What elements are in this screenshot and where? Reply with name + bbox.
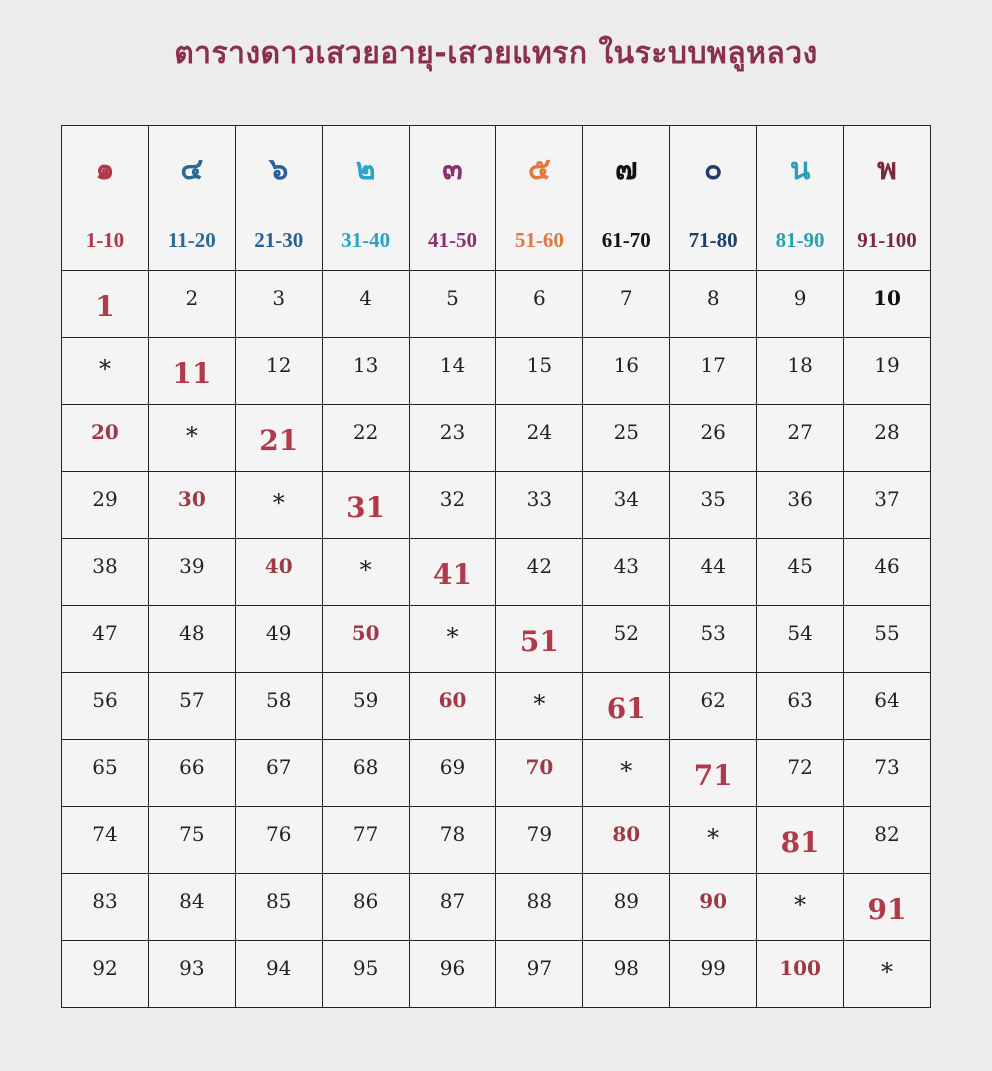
asterisk-mark: *: [446, 623, 459, 651]
table-cell: [670, 405, 757, 472]
cell-number: 80: [612, 822, 641, 846]
table-cell: [844, 740, 931, 807]
table-cell: [757, 338, 844, 405]
cell-number: 86: [352, 889, 379, 913]
asterisk-mark: *: [707, 824, 720, 852]
table-cell: [496, 271, 583, 338]
column-header: [496, 126, 583, 271]
cell-number: 81: [780, 825, 820, 859]
table-row: [62, 807, 931, 874]
table-cell: [757, 941, 844, 1008]
column-range: 21-30: [254, 228, 304, 252]
table-cell: [583, 338, 670, 405]
column-symbol: ๔: [180, 152, 204, 187]
cell-number: 16: [613, 353, 640, 377]
asterisk-mark: *: [533, 690, 546, 718]
asterisk-mark: *: [794, 891, 807, 919]
table-row: [62, 338, 931, 405]
table-cell: [583, 472, 670, 539]
column-header: [235, 126, 322, 271]
cell-number: 57: [179, 688, 205, 712]
table-cell: [235, 874, 322, 941]
cell-number: 24: [526, 420, 553, 444]
cell-number: 12: [266, 353, 292, 377]
cell-number: 55: [874, 621, 900, 645]
table-cell: [322, 405, 409, 472]
cell-number: 51: [519, 624, 559, 658]
cell-number: 22: [352, 420, 379, 444]
cell-number: 43: [613, 554, 640, 578]
table-row: [62, 271, 931, 338]
cell-number: 5: [446, 286, 459, 310]
table-cell: [670, 941, 757, 1008]
cell-number: 53: [700, 621, 726, 645]
table-cell: [148, 807, 235, 874]
column-symbol: ๐: [704, 152, 723, 187]
cell-number: 1: [95, 289, 115, 323]
cell-number: 41: [433, 557, 472, 591]
table-cell: [670, 874, 757, 941]
table-cell: [322, 338, 409, 405]
cell-number: 61: [606, 691, 646, 725]
cell-number: 26: [700, 420, 726, 444]
cell-number: 71: [693, 758, 733, 792]
table-cell: [583, 606, 670, 673]
table-cell: [62, 673, 149, 740]
table-cell: [757, 740, 844, 807]
table-cell: [322, 874, 409, 941]
cell-number: 88: [526, 889, 553, 913]
column-header: [583, 126, 670, 271]
table-cell: [322, 606, 409, 673]
column-range: 71-80: [688, 228, 738, 252]
table-cell: [62, 807, 149, 874]
table-cell: [670, 673, 757, 740]
cell-number: 87: [439, 889, 466, 913]
table-cell: [148, 606, 235, 673]
table-cell: [148, 271, 235, 338]
column-header: [670, 126, 757, 271]
cell-number: 28: [874, 420, 900, 444]
cell-number: 83: [92, 889, 118, 913]
table-cell: [409, 874, 496, 941]
table-cell: [322, 539, 409, 606]
cell-number: 84: [179, 889, 205, 913]
cell-number: 20: [91, 420, 119, 444]
column-range: 41-50: [428, 228, 477, 252]
cell-number: 82: [874, 822, 900, 846]
table-row: [62, 539, 931, 606]
table-cell: [409, 673, 496, 740]
table-cell: [409, 740, 496, 807]
cell-number: 15: [526, 353, 553, 377]
table-cell: [583, 740, 670, 807]
cell-number: 50: [351, 621, 380, 645]
cell-number: 9: [793, 286, 807, 310]
table-cell: [844, 941, 931, 1008]
cell-number: 19: [874, 353, 900, 377]
cell-number: 62: [700, 688, 726, 712]
cell-number: 54: [787, 621, 813, 645]
cell-number: 78: [439, 822, 466, 846]
column-header: [148, 126, 235, 271]
cell-number: 30: [177, 487, 206, 511]
cell-number: 98: [613, 956, 640, 980]
column-header: [757, 126, 844, 271]
cell-number: 36: [787, 487, 813, 511]
table-cell: [62, 606, 149, 673]
column-symbol: ๖: [269, 152, 289, 187]
table-row: [62, 673, 931, 740]
table-cell: [496, 807, 583, 874]
table-cell: [62, 941, 149, 1008]
cell-number: 40: [264, 554, 293, 578]
cell-number: 18: [787, 353, 813, 377]
table-cell: [322, 271, 409, 338]
cell-number: 29: [92, 487, 118, 511]
column-symbol: น: [789, 152, 811, 187]
table-cell: [148, 539, 235, 606]
cell-number: 59: [352, 688, 379, 712]
table-cell: [496, 472, 583, 539]
table-cell: [409, 405, 496, 472]
table-cell: [235, 941, 322, 1008]
cell-number: 4: [359, 286, 372, 310]
table-cell: [409, 338, 496, 405]
column-symbol: ๓: [442, 152, 463, 187]
table-cell: [409, 539, 496, 606]
cell-number: 45: [787, 554, 813, 578]
cell-number: 95: [352, 956, 379, 980]
table-cell: [235, 271, 322, 338]
cell-number: 73: [874, 755, 900, 779]
cell-number: 85: [266, 889, 292, 913]
column-symbol: พ: [877, 152, 897, 187]
column-header: [322, 126, 409, 271]
table-cell: [844, 539, 931, 606]
cell-number: 66: [179, 755, 205, 779]
cell-number: 48: [179, 621, 205, 645]
table-cell: [757, 539, 844, 606]
table-cell: [322, 740, 409, 807]
column-range: 61-70: [601, 228, 651, 252]
column-range: 11-20: [167, 228, 216, 252]
table-row: [62, 405, 931, 472]
cell-number: 70: [525, 755, 554, 779]
table-cell: [670, 740, 757, 807]
table-cell: [496, 606, 583, 673]
cell-number: 2: [185, 286, 199, 310]
table-cell: [148, 405, 235, 472]
asterisk-mark: *: [98, 355, 111, 383]
table-cell: [496, 673, 583, 740]
table-cell: [583, 673, 670, 740]
cell-number: 90: [699, 889, 728, 913]
header-row: [62, 126, 931, 271]
cell-number: 33: [526, 487, 553, 511]
table-cell: [235, 740, 322, 807]
table-cell: [62, 539, 149, 606]
cell-number: 3: [272, 286, 286, 310]
cell-number: 14: [439, 353, 466, 377]
table-cell: [235, 405, 322, 472]
table-cell: [496, 941, 583, 1008]
table-cell: [583, 271, 670, 338]
table-cell: [409, 941, 496, 1008]
table-row: [62, 740, 931, 807]
cell-number: 6: [533, 286, 546, 310]
table-cell: [670, 807, 757, 874]
cell-number: 67: [266, 755, 292, 779]
table-cell: [409, 807, 496, 874]
cell-number: 72: [787, 755, 813, 779]
table-cell: [583, 539, 670, 606]
cell-number: 13: [352, 353, 379, 377]
cell-number: 27: [787, 420, 813, 444]
asterisk-mark: *: [185, 422, 198, 450]
table-cell: [844, 874, 931, 941]
cell-number: 42: [526, 554, 553, 578]
cell-number: 46: [874, 554, 900, 578]
table-cell: [757, 874, 844, 941]
cell-number: 96: [439, 956, 466, 980]
column-range: 91-100: [857, 228, 917, 252]
table-cell: [148, 338, 235, 405]
cell-number: 8: [706, 286, 720, 310]
table-cell: [148, 740, 235, 807]
table-cell: [844, 271, 931, 338]
cell-number: 10: [873, 286, 901, 310]
cell-number: 52: [613, 621, 640, 645]
column-header: [844, 126, 931, 271]
table-cell: [844, 807, 931, 874]
cell-number: 44: [700, 554, 726, 578]
asterisk-mark: *: [359, 556, 372, 584]
table-cell: [844, 606, 931, 673]
table-cell: [757, 472, 844, 539]
cell-number: 77: [352, 822, 379, 846]
cell-number: 58: [266, 688, 292, 712]
column-range: 31-40: [341, 228, 391, 252]
asterisk-mark: *: [620, 757, 633, 785]
column-symbol: ๒: [355, 152, 376, 187]
page-title: ตารางดาวเสวยอายุ-เสวยแทรก ในระบบพลูหลวง: [174, 36, 818, 71]
table-cell: [148, 472, 235, 539]
cell-number: 69: [439, 755, 466, 779]
cell-number: 31: [346, 490, 386, 524]
cell-number: 23: [439, 420, 466, 444]
table-cell: [409, 606, 496, 673]
column-symbol: ๗: [615, 152, 638, 187]
column-header: [62, 126, 149, 271]
table-cell: [235, 539, 322, 606]
table-cell: [496, 338, 583, 405]
cell-number: 25: [613, 420, 640, 444]
column-range: 51-60: [514, 228, 564, 252]
table-row: [62, 874, 931, 941]
cell-number: 56: [92, 688, 118, 712]
table-cell: [235, 338, 322, 405]
cell-number: 38: [92, 554, 118, 578]
cell-number: 17: [700, 353, 726, 377]
table-cell: [583, 941, 670, 1008]
cell-number: 60: [438, 688, 467, 712]
cell-number: 65: [92, 755, 118, 779]
table-cell: [496, 405, 583, 472]
cell-number: 74: [92, 822, 118, 846]
cell-number: 100: [779, 956, 821, 980]
cell-number: 93: [179, 956, 205, 980]
table-cell: [322, 941, 409, 1008]
table-cell: [757, 271, 844, 338]
table-cell: [757, 606, 844, 673]
cell-number: 63: [787, 688, 813, 712]
table-cell: [322, 807, 409, 874]
table-cell: [409, 271, 496, 338]
table-cell: [235, 673, 322, 740]
table-cell: [496, 539, 583, 606]
table-cell: [757, 807, 844, 874]
cell-number: 39: [179, 554, 205, 578]
age-ruler-table: [61, 125, 931, 1008]
cell-number: 79: [526, 822, 553, 846]
table-cell: [844, 673, 931, 740]
column-range: 81-90: [775, 228, 825, 252]
cell-number: 64: [874, 688, 900, 712]
table-cell: [670, 472, 757, 539]
cell-number: 99: [700, 956, 726, 980]
cell-number: 49: [266, 621, 292, 645]
table-cell: [496, 740, 583, 807]
table-cell: [757, 405, 844, 472]
table-cell: [148, 941, 235, 1008]
table-row: [62, 941, 931, 1008]
cell-number: 32: [439, 487, 466, 511]
cell-number: 35: [700, 487, 726, 511]
cell-number: 7: [619, 286, 633, 310]
table-cell: [670, 338, 757, 405]
cell-number: 89: [613, 889, 640, 913]
table-cell: [235, 472, 322, 539]
table-cell: [62, 338, 149, 405]
table-cell: [670, 271, 757, 338]
table-row: [62, 606, 931, 673]
asterisk-mark: *: [272, 489, 285, 517]
cell-number: 92: [92, 956, 118, 980]
column-symbol: ๕: [528, 152, 551, 187]
table-body: [62, 271, 931, 1008]
table-cell: [583, 807, 670, 874]
table-cell: [583, 405, 670, 472]
column-symbol: ๑: [95, 152, 115, 187]
table-cell: [322, 472, 409, 539]
table-cell: [844, 472, 931, 539]
column-range: 1-10: [85, 228, 125, 252]
cell-number: 75: [179, 822, 205, 846]
cell-number: 34: [613, 487, 640, 511]
cell-number: 76: [266, 822, 292, 846]
asterisk-mark: *: [881, 958, 893, 986]
cell-number: 91: [867, 892, 907, 926]
cell-number: 37: [874, 487, 900, 511]
table-cell: [148, 874, 235, 941]
table-cell: [670, 539, 757, 606]
table-cell: [62, 472, 149, 539]
table-cell: [322, 673, 409, 740]
table-cell: [844, 338, 931, 405]
table-cell: [235, 807, 322, 874]
table-cell: [844, 405, 931, 472]
cell-number: 68: [352, 755, 379, 779]
table-cell: [62, 405, 149, 472]
table-cell: [583, 874, 670, 941]
table-cell: [496, 874, 583, 941]
table-cell: [62, 271, 149, 338]
table-cell: [235, 606, 322, 673]
column-header: [409, 126, 496, 271]
table-cell: [757, 673, 844, 740]
cell-number: 94: [266, 956, 292, 980]
table-row: [62, 472, 931, 539]
cell-number: 11: [172, 356, 212, 390]
cell-number: 47: [92, 621, 118, 645]
table-cell: [148, 673, 235, 740]
cell-number: 97: [526, 956, 553, 980]
table-cell: [409, 472, 496, 539]
cell-number: 21: [259, 423, 299, 457]
table-cell: [62, 874, 149, 941]
table-cell: [62, 740, 149, 807]
table-cell: [670, 606, 757, 673]
